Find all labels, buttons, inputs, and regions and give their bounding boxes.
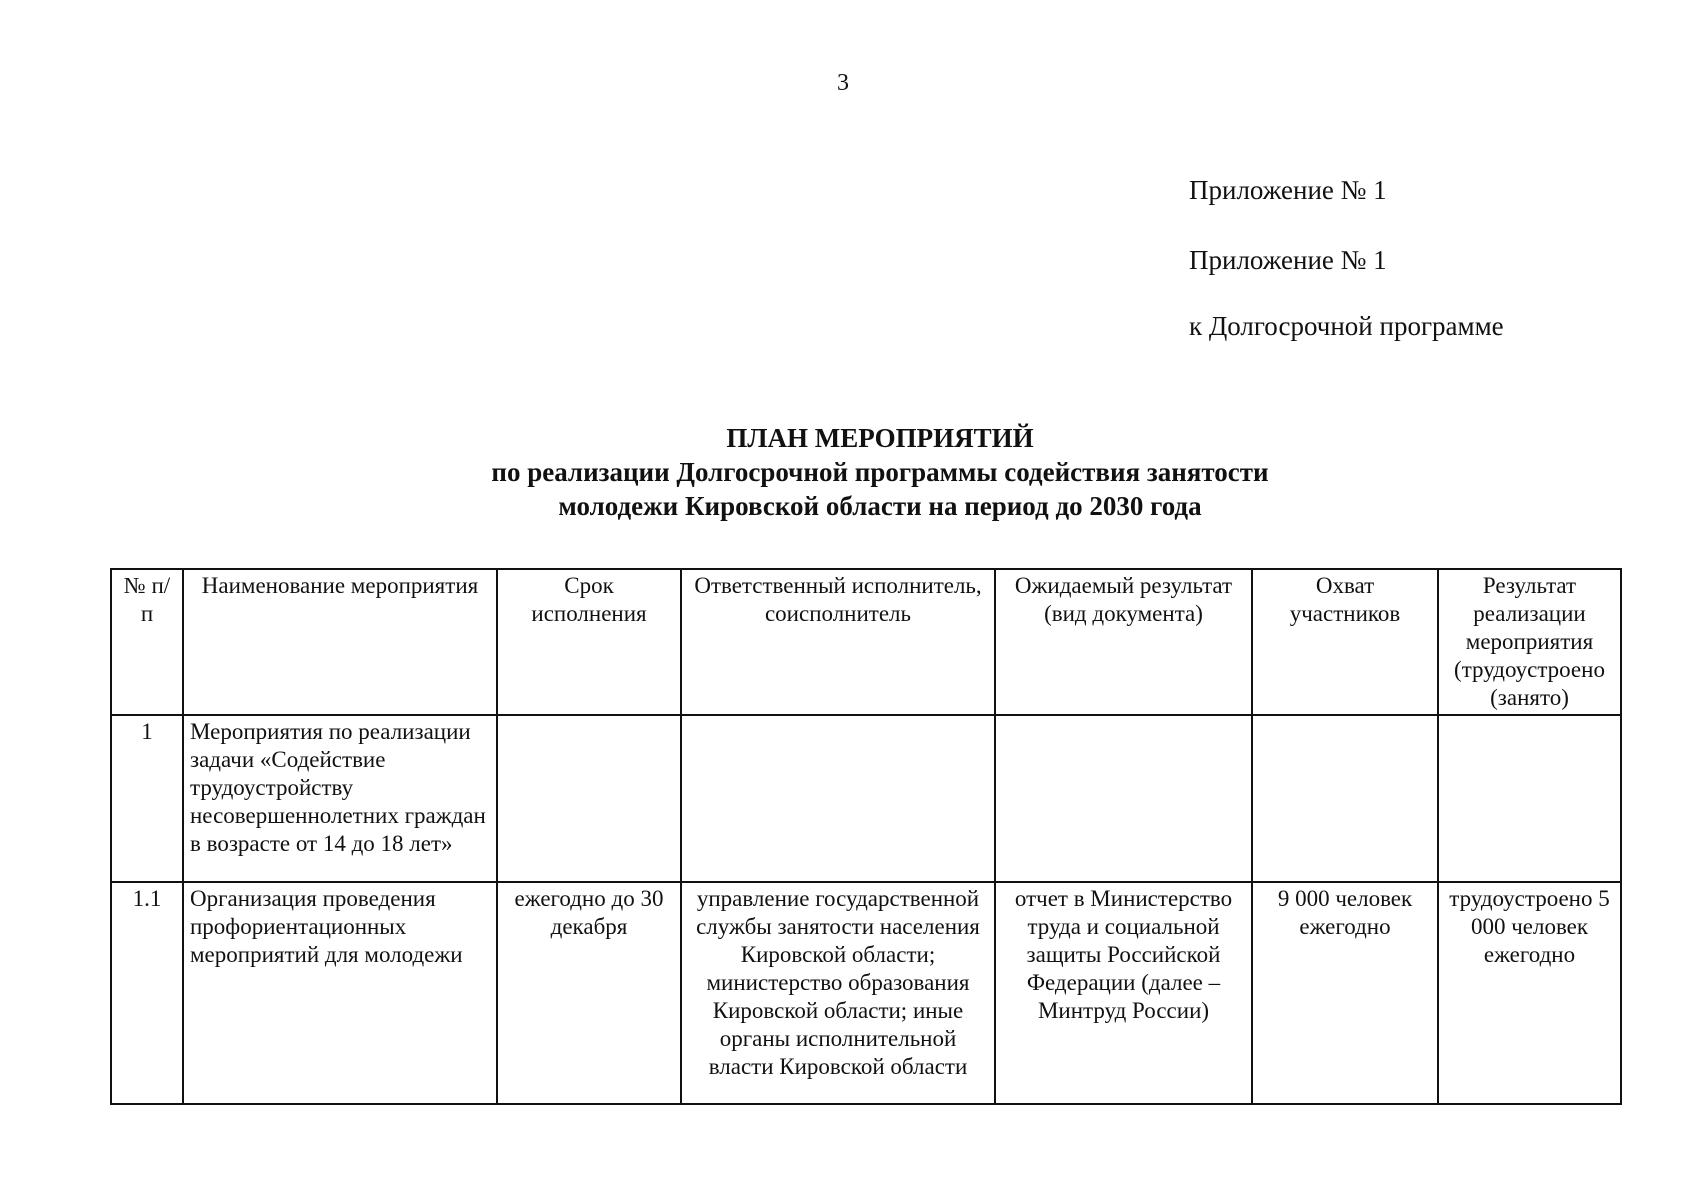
row-number-cell: 1 xyxy=(111,715,183,882)
row-term-cell: ежегодно до 30 декабря xyxy=(497,882,681,1104)
header-cell-outcome: Результат реализации мероприятия (трудоустроено (занято) xyxy=(1438,569,1621,715)
header-cell-number: № п/п xyxy=(111,569,183,715)
table-header-row xyxy=(111,569,1621,715)
row-outcome-cell: трудоустроено 5 000 человек ежегодно xyxy=(1438,882,1621,1104)
row-number-cell: 1.1 xyxy=(111,882,183,1104)
row-result-cell: отчет в Министерство труда и социальной защиты Российской Федерации (далее – Минтруд России) xyxy=(995,882,1252,1104)
header-cell-executor: Ответственный исполнитель, соисполнитель xyxy=(681,569,995,715)
page-number: 3 xyxy=(837,70,849,96)
header-cell-coverage: Охват участников xyxy=(1252,569,1438,715)
appendix-line-3: к Долгосрочной программе xyxy=(1189,311,1504,341)
header-cell-term: Срок исполнения xyxy=(497,569,681,715)
row-coverage-cell xyxy=(1252,715,1438,882)
appendix-line-1: Приложение № 1 xyxy=(1189,175,1387,205)
header-cell-result: Ожидаемый результат (вид документа) xyxy=(995,569,1252,715)
row-executor-cell xyxy=(681,715,995,882)
row-name-cell: Мероприятия по реализации задачи «Содействие трудоустройству несовершеннолетних граждан в возрасте от 14 до 18 лет» xyxy=(183,715,497,882)
row-coverage-cell: 9 000 человек ежегодно xyxy=(1252,882,1438,1104)
row-name-cell: Организация проведения профориентационных мероприятий для молодежи xyxy=(183,882,497,1104)
row-term-cell xyxy=(497,715,681,882)
plan-table xyxy=(110,568,1622,1105)
table-row xyxy=(111,715,1621,882)
document-title xyxy=(0,421,1686,523)
row-executor-cell: управление государственной службы занятости населения Кировской области; министерство образования Кировской области; иные органы исполнительной власти Кировской области xyxy=(681,882,995,1104)
row-result-cell xyxy=(995,715,1252,882)
title-line-3: молодежи Кировской области на период до 2030 года xyxy=(558,491,1202,521)
row-outcome-cell xyxy=(1438,715,1621,882)
title-line-1: ПЛАН МЕРОПРИЯТИЙ xyxy=(726,423,1034,453)
appendix-line-2: Приложение № 1 xyxy=(1189,245,1387,275)
table-row xyxy=(111,882,1621,1104)
header-cell-name: Наименование мероприятия xyxy=(183,569,497,715)
title-line-2: по реализации Долгосрочной программы содействия занятости xyxy=(491,457,1269,487)
